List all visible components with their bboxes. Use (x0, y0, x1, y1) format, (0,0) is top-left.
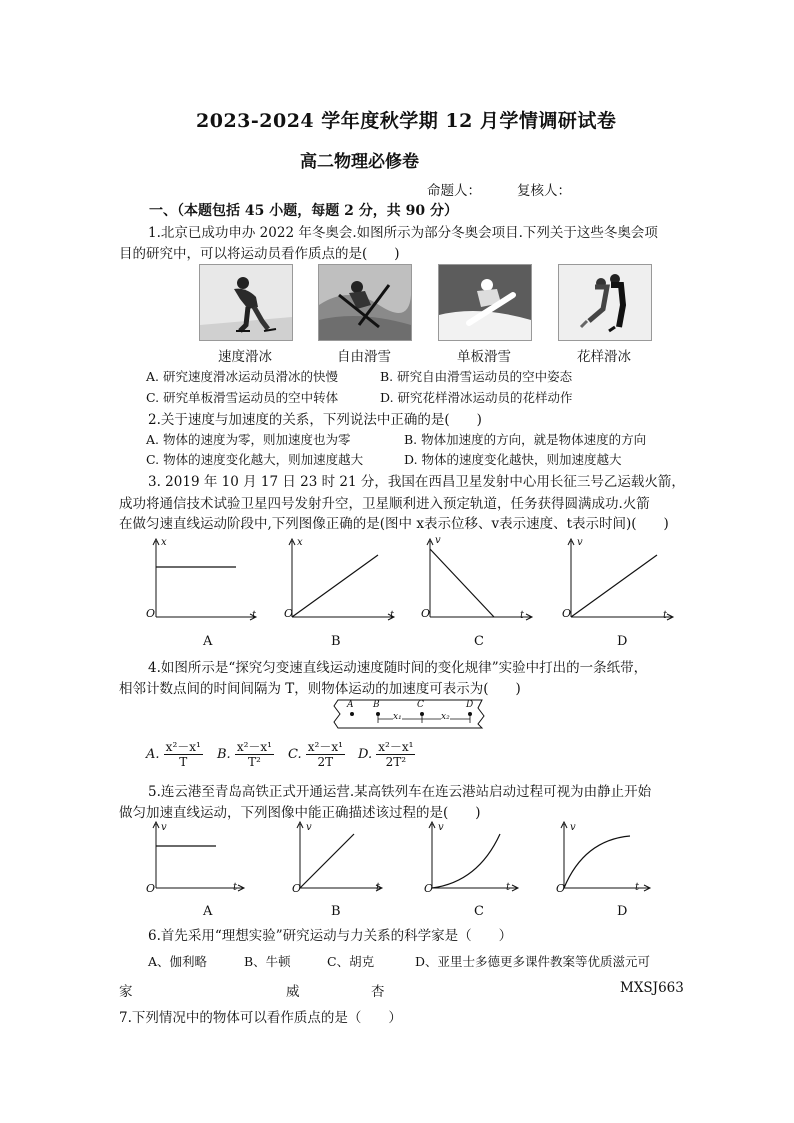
origin-label: O (146, 882, 156, 895)
graph-label: C (474, 904, 484, 919)
axis-label: t (506, 882, 511, 893)
q5-graph-b (286, 818, 406, 894)
paper-tape-diagram (332, 698, 488, 730)
q5-line1: 5.连云港至青岛高铁正式开通运营.某高铁列车在连云港站启动过程可视为由静止开始 (148, 784, 652, 800)
watermark-char: 杏 (371, 984, 385, 1000)
figure-skating-photo (558, 264, 652, 341)
speed-skating-photo (199, 264, 293, 341)
axis-label: x (161, 537, 167, 548)
axis-label: t (376, 882, 381, 893)
axis-label: v (438, 822, 444, 833)
q4-option-b: B. $\frac{\text{x²－x¹}}{\text{T²}}$ (217, 740, 272, 769)
photo-caption: 单板滑雪 (457, 349, 511, 365)
tape-point-label: B (373, 700, 380, 710)
origin-label: O (284, 607, 294, 620)
exam-subtitle: 高二物理必修卷 (300, 152, 419, 172)
tape-x2-label: x₂ (441, 712, 450, 722)
graph-label: A (203, 904, 213, 919)
origin-label: O (562, 607, 572, 620)
axis-label: x (297, 537, 303, 548)
graph-label: B (331, 904, 341, 919)
tape-x1-label: x₁ (393, 712, 402, 722)
origin-label: O (421, 607, 431, 620)
graph-label: B (331, 634, 341, 649)
q1-line2: 目的研究中，可以将运动员看作质点的是( ) (119, 246, 400, 262)
q1-option-a: A. 研究速度滑冰运动员滑冰的快慢 (146, 369, 338, 384)
q3-graph-b (278, 535, 398, 623)
snowboard-photo (438, 264, 532, 341)
q6-option-c: C、胡克 (327, 954, 375, 969)
q2-option-c: C. 物体的速度变化越大，则加速度越大 (146, 452, 364, 467)
section-heading: 一、（本题包括 45 小题，每题 2 分，共 90 分） (149, 203, 458, 219)
q3-graph-c (416, 535, 536, 623)
q4-option-c: C. $\frac{\text{x²－x¹}}{2T}$ (288, 740, 343, 769)
q1-line1: 1.北京已成功申办 2022 年冬奥会.如图所示为部分冬奥会项目.下列关于这些冬奥会项 (148, 225, 658, 241)
q5-graph-a (140, 818, 260, 894)
watermark-char: 威 (286, 984, 300, 1000)
q6-option-a: A、伽利略 (148, 954, 208, 969)
origin-label: O (146, 607, 156, 620)
q3-line1: 3. 2019 年 10 月 17 日 23 时 21 分，我国在西昌卫星发射中心用长征三号乙运载火箭， (148, 474, 685, 490)
reviewer-label: 复核人： (517, 183, 571, 199)
q3-graph-d (557, 535, 677, 623)
exam-title: 2023-2024 学年度秋学期 12 月学情调研试卷 (196, 110, 617, 132)
tape-point-label: D (466, 700, 474, 710)
axis-label: t (252, 610, 257, 621)
graph-label: D (617, 904, 628, 919)
axis-label: t (233, 882, 238, 893)
photo-caption: 自由滑雪 (337, 349, 391, 365)
photo-caption: 花样滑冰 (577, 349, 631, 365)
origin-label: O (424, 882, 434, 895)
graph-label: A (203, 634, 213, 649)
q3-graph-a (140, 535, 260, 623)
watermark-char: 家 (119, 984, 133, 1000)
q4-option-a: A. $\frac{\text{x²－x¹}}{T}$ (146, 740, 201, 769)
q5-line2: 做匀加速直线运动，下列图像中能正确描述该过程的是( ) (119, 805, 481, 821)
axis-label: v (435, 535, 441, 546)
q1-option-c: C. 研究单板滑雪运动员的空中转体 (146, 390, 339, 405)
q3-line2: 成功将通信技术试验卫星四号发射升空，卫星顺利进入预定轨道，任务获得圆满成功.火箭 (119, 496, 650, 512)
axis-label: t (520, 610, 525, 621)
q1-option-b: B. 研究自由滑雪运动员的空中姿态 (380, 369, 573, 384)
q2-stem: 2.关于速度与加速度的关系，下列说法中正确的是( ) (148, 412, 482, 428)
graph-label: D (617, 634, 628, 649)
axis-label: v (577, 537, 583, 548)
q3-line3: 在做匀速直线运动阶段中,下列图像正确的是(图中 x表示位移、v表示速度、t表示时间)( ) (119, 516, 669, 532)
origin-label: O (292, 882, 302, 895)
q7-stem: 7.下列情况中的物体可以看作质点的是（ ） (119, 1010, 402, 1026)
q2-option-a: A. 物体的速度为零，则加速度也为零 (146, 432, 351, 447)
author-label: 命题人： (427, 183, 481, 199)
axis-label: t (663, 610, 668, 621)
q4-option-d: D. $\frac{\text{x²－x¹}}{\text{2T²}}$ (358, 740, 414, 769)
q2-option-d: D. 物体的速度变化越快，则加速度越大 (404, 452, 622, 467)
q5-graph-d (550, 818, 670, 894)
photo-caption: 速度滑冰 (218, 349, 272, 365)
tape-point-label: C (417, 700, 424, 710)
origin-label: O (556, 882, 566, 895)
q4-line1: 4.如图所示是“探究匀变速直线运动速度随时间的变化规律”实验中打出的一条纸带， (148, 660, 648, 676)
axis-label: v (306, 822, 312, 833)
axis-label: t (635, 882, 640, 893)
q6-option-d: D、亚里士多德更多课件教案等优质滋元可 (415, 954, 651, 969)
freestyle-skiing-photo (318, 264, 412, 341)
axis-label: t (390, 610, 395, 621)
q6-option-b: B、牛顿 (244, 954, 291, 969)
q6-stem: 6.首先采用“理想实验”研究运动与力关系的科学家是（ ） (148, 928, 513, 944)
q1-option-d: D. 研究花样滑冰运动员的花样动作 (380, 390, 573, 405)
tape-point-label: A (347, 700, 354, 710)
axis-label: v (570, 822, 576, 833)
q2-option-b: B. 物体加速度的方向，就是物体速度的方向 (404, 432, 647, 447)
q4-line2: 相邻计数点间的时间间隔为 T，则物体运动的加速度可表示为( ) (119, 681, 521, 697)
graph-label: C (474, 634, 484, 649)
q5-graph-c (418, 818, 538, 894)
watermark-code: MXSJ663 (620, 980, 684, 996)
axis-label: v (161, 822, 167, 833)
